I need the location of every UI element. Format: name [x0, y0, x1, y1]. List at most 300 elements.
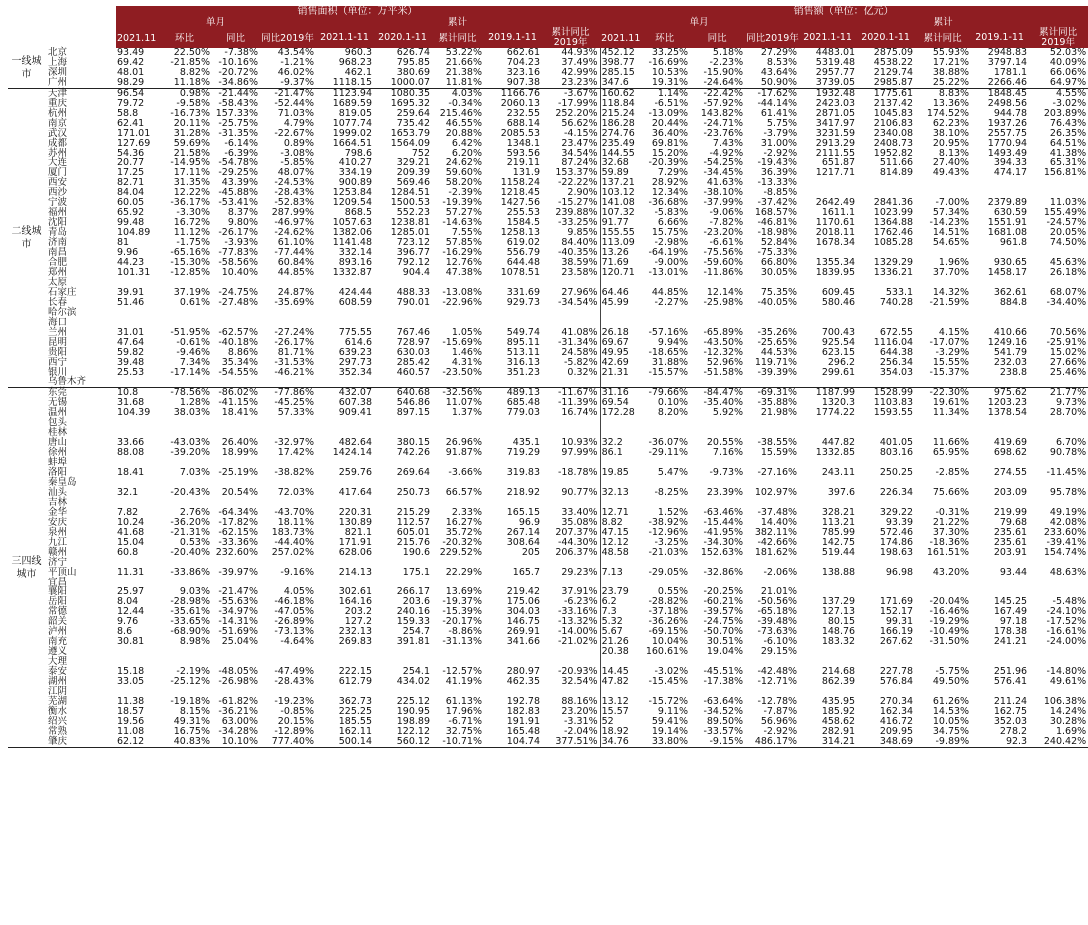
table-cell: 1427.56: [500, 197, 540, 209]
table-cell: 777.40%: [260, 737, 316, 747]
city-name: 温州: [48, 407, 68, 419]
table-cell: 1085.28: [873, 237, 914, 249]
table-cell: 19.85: [601, 467, 629, 479]
table-cell: 397.6: [827, 486, 856, 498]
table-cell: -65.16%: [170, 247, 210, 259]
table-cell: -12.32%: [703, 346, 744, 358]
city-name: 深圳: [48, 66, 68, 78]
table-cell: 96.54: [117, 87, 145, 99]
table-cell: -35.40%: [703, 397, 744, 409]
table-cell: 401.05: [879, 437, 914, 449]
table-cell: 572.46: [879, 526, 914, 538]
table-cell: -9.73%: [709, 467, 744, 479]
city-name: 湖州: [48, 676, 68, 688]
table-cell: 334.19: [338, 167, 372, 179]
table-cell: 19.56: [117, 715, 145, 727]
table-cell: 9.11%: [657, 705, 689, 717]
table-cell: 93.44: [999, 566, 1028, 578]
table-cell: [600, 418, 640, 428]
table-cell: -33.16%: [542, 607, 600, 617]
table-cell: 2408.73: [873, 137, 914, 149]
table-cell: 1187.99: [815, 387, 856, 399]
table-cell: 25.04%: [221, 636, 258, 648]
table-cell: 10.8: [117, 387, 139, 399]
table-cell: 198.89: [396, 715, 430, 727]
table-cell: 1458.17: [987, 266, 1028, 278]
table-cell: 41.19%: [445, 676, 482, 688]
table-cell: -6.61%: [709, 237, 744, 249]
table-cell: 15.75%: [651, 227, 689, 239]
table-cell: -63.46%: [703, 506, 744, 518]
table-cell: 296.2: [827, 356, 856, 368]
table-cell: -17.82%: [218, 516, 258, 528]
table-cell: 2.90%: [542, 188, 600, 198]
table-cell: -15.90%: [703, 66, 744, 78]
table-cell: -44.40%: [274, 536, 314, 548]
table-cell: -28.43%: [274, 676, 314, 688]
table-cell: 26.96%: [445, 437, 482, 449]
city-name: 赣州: [48, 546, 68, 558]
table-cell: 5319.48: [815, 56, 856, 68]
table-row: [8, 178, 1088, 188]
table-cell: 15.18: [117, 666, 145, 678]
table-cell: 16.27%: [445, 516, 482, 528]
table-cell: 341.66: [506, 636, 540, 648]
table-cell: 30.05%: [760, 266, 798, 278]
table-cell: 17.25: [117, 167, 145, 179]
table-cell: 99.48: [117, 217, 145, 229]
table-cell: 164.16: [338, 596, 372, 608]
table-cell: 909.41: [338, 407, 372, 419]
table-cell: 391.81: [396, 636, 430, 648]
table-cell: 447.82: [821, 437, 856, 449]
table-cell: 35.08%: [542, 518, 600, 528]
table-cell: 26.18: [601, 326, 629, 338]
table-cell: [374, 377, 432, 387]
table-cell: 35.72%: [445, 526, 482, 538]
table-cell: -15.39%: [442, 606, 482, 618]
table-row: [8, 458, 1088, 468]
table-cell: -9.58%: [176, 97, 210, 109]
table-cell: 10.40%: [221, 266, 258, 278]
table-cell: 25.46%: [1049, 366, 1087, 378]
table-cell: -17.07%: [929, 336, 970, 348]
table-cell: 97.18: [999, 616, 1028, 628]
table-row: [8, 228, 1088, 238]
table-cell: 644.38: [879, 346, 914, 358]
table-cell: -9.37%: [260, 78, 316, 88]
table-cell: 207.37%: [542, 528, 600, 538]
table-cell: -62.15%: [218, 526, 258, 538]
table-cell: 868.5: [344, 207, 372, 219]
table-cell: -77.44%: [274, 247, 314, 259]
table-body: [8, 48, 1088, 747]
city-name: 泉州: [48, 526, 68, 538]
table-cell: 752: [411, 147, 430, 159]
table-row: [8, 657, 1088, 667]
table-cell: 28.70%: [1049, 407, 1087, 419]
table-cell: 54.65%: [932, 237, 970, 249]
table-cell: 0.32%: [542, 368, 600, 378]
table-cell: 394.33: [993, 157, 1028, 169]
city-name: 南昌: [48, 247, 68, 259]
table-cell: -22.67%: [274, 127, 314, 139]
table-cell: 549.74: [506, 326, 540, 338]
table-cell: -26.89%: [274, 616, 314, 628]
table-cell: -33.36%: [218, 536, 258, 548]
city-name: 汕头: [48, 486, 68, 498]
city-name: 合肥: [48, 257, 68, 269]
table-cell: -23.76%: [703, 127, 744, 139]
table-cell: 39.48: [117, 356, 145, 368]
table-cell: 52.03%: [1049, 47, 1087, 58]
table-cell: 64.97%: [1029, 78, 1088, 88]
table-cell: -55.63%: [218, 596, 258, 608]
tier-label: 二线城市: [8, 88, 46, 388]
table-cell: 1158.24: [500, 177, 540, 189]
table-cell: 12.76%: [445, 257, 482, 269]
table-row: [8, 637, 1088, 647]
area-col-header: 2020.1-11: [374, 28, 432, 48]
table-cell: 64.51%: [1049, 137, 1087, 149]
table-cell: 779.03: [506, 407, 540, 419]
table-cell: 2871.05: [815, 107, 856, 119]
table-cell: -19.18%: [170, 695, 210, 707]
table-cell: -2.98%: [654, 237, 689, 249]
table-cell: 49.61%: [1049, 676, 1087, 688]
table-cell: -1.21%: [280, 56, 314, 68]
table-cell: -65.89%: [703, 326, 744, 338]
table-cell: 2340.08: [873, 127, 914, 139]
table-cell: -13.08%: [442, 286, 482, 298]
table-cell: -26.98%: [218, 676, 258, 688]
table-cell: [484, 647, 542, 657]
table-cell: 644.48: [506, 257, 540, 269]
table-cell: -62.57%: [218, 326, 258, 338]
table-cell: 49.19%: [1049, 506, 1087, 518]
table-cell: -10.49%: [929, 626, 970, 638]
table-cell: 316.13: [506, 356, 540, 368]
table-cell: 462.35: [506, 676, 540, 688]
table-cell: 5.32: [601, 616, 623, 628]
table-cell: 1.05%: [451, 326, 482, 338]
table-row: [8, 568, 1088, 578]
table-cell: -21.47%: [218, 586, 258, 598]
table-cell: 1999.02: [332, 127, 372, 139]
table-cell: 13.36%: [932, 97, 970, 109]
table-cell: -11.86%: [703, 266, 744, 278]
city-name: 哈尔滨: [48, 306, 77, 318]
city-name: 绍兴: [48, 715, 68, 727]
table-cell: 287.99%: [271, 207, 314, 219]
table-cell: 31.16: [601, 387, 629, 399]
table-cell: 803.16: [879, 447, 914, 459]
table-cell: 4.55%: [1055, 87, 1087, 99]
table-cell: 32.1: [117, 486, 139, 498]
table-cell: -1.75%: [176, 237, 210, 249]
table-cell: 57.27%: [445, 207, 482, 219]
table-cell: -9.46%: [176, 346, 210, 358]
table-cell: 29.15%: [760, 646, 798, 658]
table-cell: -16.29%: [442, 247, 482, 259]
table-cell: 18.41: [117, 467, 145, 479]
table-cell: 2498.56: [987, 97, 1028, 109]
table-cell: [374, 308, 432, 318]
table-cell: 8.20%: [657, 407, 689, 419]
table-cell: 65.92: [117, 207, 145, 219]
table-cell: -14.80%: [1046, 666, 1087, 678]
table-cell: 190.95: [396, 705, 430, 717]
table-cell: -0.61%: [176, 336, 210, 348]
table-cell: 410.27: [338, 157, 372, 169]
table-cell: 28.92%: [651, 177, 689, 189]
table-cell: 434.02: [396, 676, 430, 688]
table-cell: [316, 418, 374, 428]
table-cell: -47.05%: [274, 606, 314, 618]
table-cell: [640, 418, 690, 428]
table-cell: 215.46%: [439, 107, 482, 119]
table-cell: 960.3: [344, 47, 372, 58]
table-cell: -14.23%: [929, 217, 970, 229]
table-cell: 612.79: [338, 676, 372, 688]
table-cell: 314.21: [799, 737, 857, 747]
table-cell: 219.11: [506, 157, 540, 169]
table-cell: 1123.94: [332, 87, 372, 99]
table-cell: 1770.94: [987, 137, 1028, 149]
table-cell: [116, 308, 158, 318]
city-name: 成都: [48, 137, 68, 149]
table-cell: 304.03: [506, 606, 540, 618]
table-cell: 380.69: [396, 66, 430, 78]
table-cell: 1493.49: [987, 147, 1028, 159]
table-cell: 98.29: [116, 78, 158, 88]
table-cell: -37.42%: [757, 197, 798, 209]
table-cell: 0.53%: [179, 536, 210, 548]
table-cell: [857, 647, 915, 657]
table-cell: 38.59%: [542, 258, 600, 268]
table-cell: 127.13: [821, 606, 856, 618]
table-cell: 145.25: [993, 596, 1028, 608]
table-cell: 1209.54: [332, 197, 372, 209]
table-cell: 74.50%: [1049, 237, 1087, 249]
table-row: [8, 298, 1088, 308]
table-cell: -9.06%: [709, 207, 744, 219]
table-cell: 27.96%: [542, 288, 600, 298]
table-cell: 20.54%: [221, 486, 258, 498]
table-cell: 819.05: [338, 107, 372, 119]
table-cell: 4.05%: [283, 586, 314, 598]
table-cell: 24.87%: [277, 286, 314, 298]
table-cell: 5.47%: [657, 467, 689, 479]
table-cell: 51.46: [117, 296, 145, 308]
table-cell: -40.18%: [218, 336, 258, 348]
table-cell: -28.82%: [648, 596, 689, 608]
amount-col-header: 同比2019年: [745, 28, 799, 48]
table-row: [8, 218, 1088, 228]
table-cell: -17.14%: [170, 366, 210, 378]
table-cell: -18.98%: [757, 227, 798, 239]
table-cell: 269.83: [338, 636, 372, 648]
city-name: 唐山: [48, 437, 68, 449]
table-cell: -12.96%: [648, 526, 689, 538]
table-cell: -7.87%: [763, 705, 798, 717]
table-cell: 171.91: [338, 536, 372, 548]
table-cell: 785.99: [821, 526, 856, 538]
table-cell: [640, 308, 690, 318]
table-cell: 38.88%: [932, 66, 970, 78]
table-cell: 33.40%: [542, 508, 600, 518]
city-name: 泸州: [48, 626, 68, 638]
table-cell: -11.45%: [1046, 467, 1087, 479]
table-cell: 332.14: [338, 247, 372, 259]
table-cell: 1500.53: [390, 197, 430, 209]
table-cell: -35.61%: [170, 606, 210, 618]
table-cell: 1937.26: [987, 117, 1028, 129]
table-cell: 10.04%: [651, 636, 689, 648]
table-cell: -51.69%: [218, 626, 258, 638]
table-cell: [971, 578, 1029, 588]
table-cell: -36.07%: [648, 437, 689, 449]
table-cell: 225.12: [396, 695, 430, 707]
table-cell: 144.55: [601, 147, 635, 159]
table-cell: 319.83: [506, 467, 540, 479]
table-cell: 49.50%: [932, 676, 970, 688]
table-cell: 15.57: [601, 705, 629, 717]
table-cell: 362.61: [993, 286, 1028, 298]
table-cell: 5.67: [601, 626, 623, 638]
table-cell: -2.39%: [448, 187, 482, 199]
table-cell: 1.96%: [938, 257, 970, 269]
amount-col-header: 2021.11: [600, 28, 640, 48]
table-cell: -3.66%: [448, 467, 482, 479]
table-cell: 1952.82: [873, 147, 914, 159]
table-cell: [116, 647, 158, 657]
table-row: [8, 677, 1088, 687]
table-cell: 728.97: [396, 336, 430, 348]
table-cell: -12.78%: [757, 695, 798, 707]
table-cell: [316, 308, 374, 318]
table-cell: 1932.48: [815, 87, 856, 99]
table-cell: -17.38%: [703, 676, 744, 688]
table-cell: -43.03%: [170, 437, 210, 449]
table-cell: -19.37%: [442, 596, 482, 608]
table-cell: -33.25%: [542, 218, 600, 228]
table-cell: 513.11: [506, 346, 540, 358]
table-cell: -25.65%: [757, 336, 798, 348]
table-cell: 203.89%: [1043, 107, 1087, 119]
table-cell: 1348.1: [506, 137, 540, 149]
table-cell: -24.10%: [1046, 606, 1087, 618]
table-cell: -15.57%: [648, 366, 689, 378]
table-cell: 146.75: [506, 616, 540, 628]
table-cell: 186.28: [601, 117, 635, 129]
table-cell: 32.13: [601, 486, 629, 498]
table-cell: 12.71: [601, 506, 629, 518]
table-cell: 21.58%: [173, 147, 210, 159]
table-cell: 54.36: [117, 147, 145, 159]
table-cell: 42.08%: [1049, 516, 1087, 528]
table-cell: 417.64: [338, 486, 372, 498]
table-cell: 41.38%: [1049, 147, 1087, 159]
table-cell: [542, 308, 600, 318]
table-row: [8, 498, 1088, 508]
table-cell: -9.89%: [915, 737, 971, 747]
table-cell: 2985.87: [857, 78, 915, 88]
table-cell: 11.12%: [173, 227, 210, 239]
table-cell: 895.11: [506, 336, 540, 348]
table-cell: 1762.46: [873, 227, 914, 239]
table-cell: 1118.15: [316, 78, 374, 88]
table-cell: 6.2: [601, 596, 617, 608]
table-cell: -4.92%: [709, 147, 744, 159]
table-cell: 47.38%: [445, 266, 482, 278]
table-cell: 2129.74: [873, 66, 914, 78]
table-cell: -58.56%: [218, 257, 258, 269]
table-cell: 580.46: [821, 296, 856, 308]
table-cell: -41.15%: [218, 397, 258, 409]
amount-col-header: 环比: [640, 28, 690, 48]
table-cell: 900.89: [338, 177, 372, 189]
table-cell: [857, 418, 915, 428]
table-cell: [1029, 377, 1088, 387]
city-name: 济南: [48, 237, 68, 249]
table-row: [8, 278, 1088, 288]
table-cell: -68.90%: [170, 626, 210, 638]
table-cell: 2948.83: [987, 47, 1028, 58]
table-cell: [690, 308, 745, 318]
table-cell: 165.7: [512, 566, 540, 578]
table-cell: 44.23: [117, 257, 145, 269]
table-cell: 18.11%: [277, 516, 314, 528]
table-cell: 14.45: [601, 666, 629, 678]
table-cell: -79.66%: [648, 387, 689, 399]
table-cell: 56.96%: [760, 715, 798, 727]
table-cell: -17.62%: [757, 87, 798, 99]
amount-col-header: 2019.1-11: [971, 28, 1029, 48]
table-cell: 159.33: [396, 616, 430, 628]
table-cell: 672.55: [879, 326, 914, 338]
table-cell: -11.39%: [542, 398, 600, 408]
table-cell: 975.62: [993, 387, 1028, 399]
table-cell: 1528.99: [873, 387, 914, 399]
city-name: 沈阳: [48, 217, 68, 229]
table-cell: 76.43%: [1049, 117, 1087, 129]
table-cell: 2266.46: [971, 78, 1029, 88]
table-cell: 1023.99: [873, 207, 914, 219]
table-cell: 1285.01: [390, 227, 430, 239]
table-cell: 607.38: [338, 397, 372, 409]
table-cell: 329.21: [396, 157, 430, 169]
table-cell: 609.45: [821, 286, 856, 298]
table-cell: 31.00%: [760, 137, 798, 149]
table-cell: 165.15: [506, 506, 540, 518]
table-cell: 25.22%: [915, 78, 971, 88]
table-cell: [799, 308, 857, 318]
table-cell: -0.31%: [935, 506, 970, 518]
table-cell: 226.34: [879, 486, 914, 498]
table-cell: 285.42: [396, 356, 430, 368]
table-cell: 84.40%: [542, 238, 600, 248]
table-cell: [374, 647, 432, 657]
table-cell: 267.62: [879, 636, 914, 648]
table-cell: 0.61%: [179, 296, 210, 308]
city-name: 襄阳: [48, 586, 68, 598]
table-cell: -61.82%: [218, 695, 258, 707]
table-cell: 160.61%: [645, 646, 689, 658]
table-cell: 7.16%: [712, 447, 744, 459]
table-cell: 6.42%: [451, 137, 482, 149]
table-cell: 79.72: [117, 97, 145, 109]
